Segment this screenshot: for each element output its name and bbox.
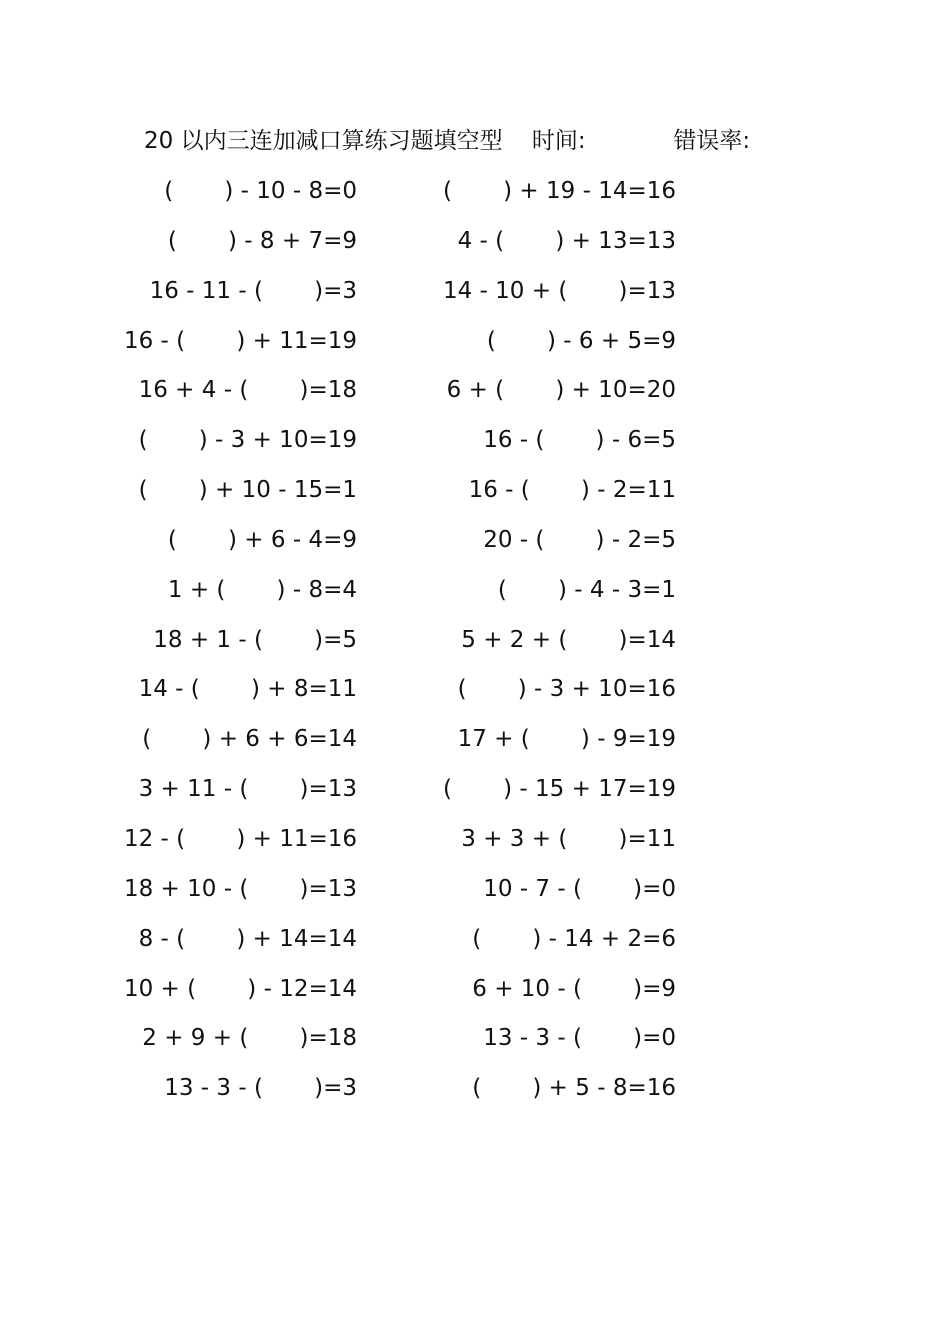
- problem-right: ( ) + 5 - 8=16: [472, 1075, 676, 1102]
- problem-left: 1 + ( ) - 8=4: [167, 576, 357, 603]
- problem-row: [0, 423, 950, 473]
- problem-right: ( ) - 15 + 17=19: [442, 776, 676, 803]
- problem-right: 16 - ( ) - 6=5: [483, 427, 676, 454]
- problem-row: [0, 174, 950, 224]
- problem-right: ( ) - 4 - 3=1: [497, 576, 676, 603]
- problem-left: ( ) - 10 - 8=0: [164, 178, 357, 204]
- problem-left: ( ) + 10 - 15=1: [138, 477, 357, 504]
- problem-right: ( ) + 19 - 14=16: [442, 178, 676, 204]
- problem-left: ( ) - 3 + 10=19: [138, 427, 357, 454]
- problem-right: 10 - 7 - ( )=0: [483, 875, 676, 902]
- problem-right: ( ) - 3 + 10=16: [457, 676, 676, 703]
- problem-right: 4 - ( ) + 13=13: [457, 227, 676, 254]
- problem-right: ( ) - 6 + 5=9: [486, 327, 676, 354]
- problem-right: 17 + ( ) - 9=19: [457, 726, 676, 753]
- problem-right: 3 + 3 + ( )=11: [461, 825, 676, 852]
- error-rate-label: 错误率:: [673, 128, 751, 154]
- problem-row: [0, 772, 950, 822]
- problem-right: 6 + 10 - ( )=9: [472, 975, 676, 1002]
- problem-left: 2 + 9 + ( )=18: [142, 1025, 357, 1052]
- problem-left: ( ) + 6 + 6=14: [142, 726, 357, 753]
- problem-row: [0, 972, 950, 1022]
- time-label: 时间:: [531, 128, 586, 154]
- problem-left: 16 - 11 - ( )=3: [149, 277, 357, 304]
- problem-left: 16 - ( ) + 11=19: [123, 327, 357, 354]
- problem-left: 8 - ( ) + 14=14: [138, 925, 357, 952]
- problem-left: ( ) - 8 + 7=9: [167, 227, 357, 254]
- problem-row: [0, 623, 950, 673]
- problem-row: [0, 224, 950, 274]
- worksheet-header: [144, 126, 750, 156]
- problem-right: 6 + ( ) + 10=20: [446, 377, 676, 404]
- problem-row: [0, 872, 950, 922]
- problem-right: 16 - ( ) - 2=11: [468, 477, 676, 504]
- header-gap-2: [586, 128, 674, 154]
- worksheet-title: 20 以内三连加减口算练习题填空型: [144, 128, 503, 154]
- problem-right: 20 - ( ) - 2=5: [483, 526, 676, 553]
- problem-row: [0, 324, 950, 374]
- problem-left: 12 - ( ) + 11=16: [123, 825, 357, 852]
- problem-row: [0, 274, 950, 324]
- problem-right: ( ) - 14 + 2=6: [472, 925, 676, 952]
- problem-row: [0, 1021, 950, 1071]
- problem-right: 13 - 3 - ( )=0: [483, 1025, 676, 1052]
- problem-left: 10 + ( ) - 12=14: [123, 975, 357, 1002]
- problem-left: 3 + 11 - ( )=13: [138, 776, 357, 803]
- problem-left: 18 + 10 - ( )=13: [123, 875, 357, 902]
- problem-row: [0, 672, 950, 722]
- problem-row: [0, 523, 950, 573]
- problem-row: [0, 722, 950, 772]
- problem-left: 13 - 3 - ( )=3: [164, 1075, 357, 1102]
- problem-row: [0, 1071, 950, 1121]
- problem-row: [0, 473, 950, 523]
- problem-left: 18 + 1 - ( )=5: [153, 626, 357, 653]
- problem-grid: [0, 174, 950, 1121]
- problem-right: 5 + 2 + ( )=14: [461, 626, 676, 653]
- problem-row: [0, 373, 950, 423]
- problem-row: [0, 573, 950, 623]
- problem-left: 14 - ( ) + 8=11: [138, 676, 357, 703]
- problem-left: ( ) + 6 - 4=9: [167, 526, 357, 553]
- problem-left: 16 + 4 - ( )=18: [138, 377, 357, 404]
- header-gap-1: [503, 128, 532, 154]
- problem-row: [0, 922, 950, 972]
- problem-row: [0, 822, 950, 872]
- problem-right: 14 - 10 + ( )=13: [442, 277, 676, 304]
